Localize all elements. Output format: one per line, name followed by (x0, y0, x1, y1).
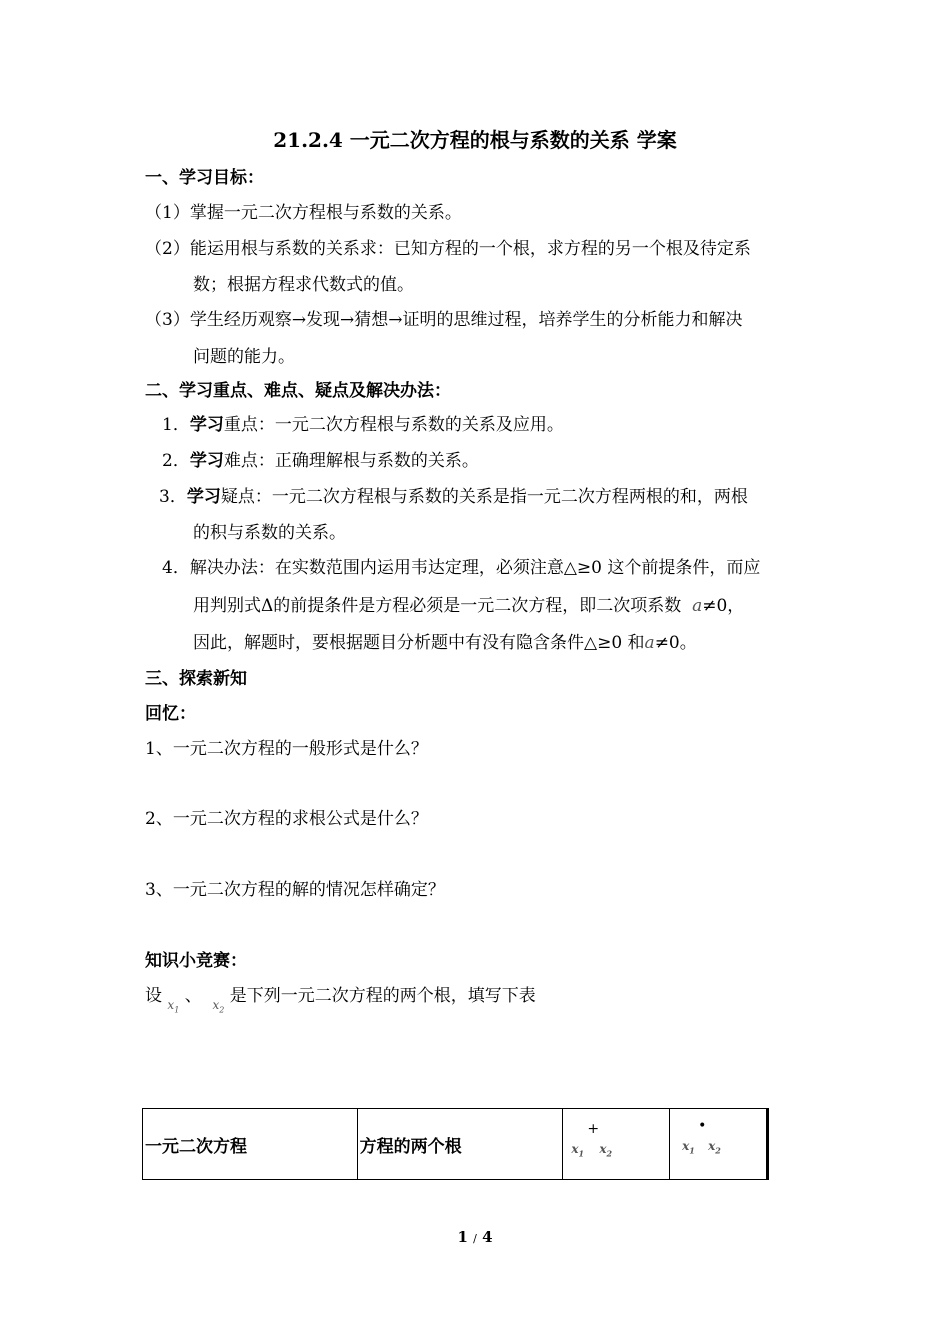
question-3: 3、一元二次方程的解的情况怎样确定？ (145, 880, 445, 900)
goal-item-1: （1）掌握一元二次方程根与系数的关系。 (145, 203, 462, 223)
page-title: 21.2.4 一元二次方程的根与系数的关系 学案 (273, 128, 677, 152)
focus-item-4-line3 (193, 628, 697, 653)
focus-item-2-num: 2． (162, 451, 190, 471)
question-1: 1、一元二次方程的一般形式是什么？ (145, 739, 428, 759)
col-header-roots: 方程的两个根 (357, 1109, 563, 1180)
goal-item-2-line2: 数；根据方程求代数式的值。 (193, 275, 414, 295)
focus-item-1 (162, 410, 564, 435)
focus-item-3-num: 3． (159, 487, 187, 507)
page-number (0, 1228, 950, 1246)
focus-item-1-bold: 学习 (189, 415, 224, 435)
coef-a-2: a (644, 633, 655, 653)
table-header-row (143, 1109, 768, 1180)
dot-sign: • (698, 1118, 707, 1134)
focus-item-4-line2a: 用判别式 (193, 596, 261, 616)
col-header-sum (563, 1109, 670, 1180)
col-header-equation: 一元二次方程 (143, 1109, 358, 1180)
focus-item-3-bold: 学习 (186, 487, 221, 507)
root-x1: x1 (167, 998, 180, 1015)
focus-item-4-line2 (193, 591, 744, 616)
coef-a-1: a (692, 596, 703, 616)
sum-x1: $x_1$ (571, 1142, 585, 1159)
set-sep: 、 (184, 986, 202, 1006)
col-header-product (670, 1109, 768, 1180)
section2-heading: 二、学习重点、难点、疑点及解决办法： (145, 381, 451, 401)
focus-item-3-line2: 的积与系数的关系。 (193, 523, 346, 543)
focus-item-1-text: 重点：一元二次方程根与系数的关系及应用。 (223, 415, 564, 435)
delta-symbol: Δ (261, 596, 274, 616)
product-x2: $x_2$ (708, 1139, 721, 1156)
plus-sign: + (587, 1121, 600, 1137)
focus-item-1-num: 1． (162, 415, 190, 435)
contest-label: 知识小竞赛： (145, 951, 247, 971)
focus-item-4-line3a: 因此，解题时，要根据题目分析题中有没有隐含条件△≥0 和 (193, 633, 645, 653)
focus-item-4-line3b: ≠0。 (654, 633, 697, 653)
set-suffix: 是下列一元二次方程的两个根，填写下表 (229, 986, 536, 1006)
section1-heading: 一、学习目标： (145, 168, 264, 188)
focus-item-4-line2b: 的前提条件是方程必须是一元二次方程，即二次项系数 (273, 596, 682, 616)
goal-item-3-line1: （3）学生经历观察→发现→猜想→证明的思维过程，培养学生的分析能力和解决 (145, 310, 743, 330)
section3-heading: 三、探索新知 (145, 669, 247, 689)
goal-item-2-line1: （2）能运用根与系数的关系求：已知方程的一个根，求方程的另一个根及待定系 (145, 239, 751, 259)
focus-item-2-text: 难点：正确理解根与系数的关系。 (223, 451, 479, 471)
question-2: 2、一元二次方程的求根公式是什么？ (145, 809, 428, 829)
focus-item-3-text: 疑点：一元二次方程根与系数的关系是指一元二次方程两根的和，两根 (220, 487, 748, 507)
root-x2: x2 (212, 998, 225, 1015)
focus-item-4-line1: 4．解决办法：在实数范围内运用韦达定理，必须注意△≥0 这个前提条件，而应 (162, 558, 761, 578)
focus-item-2 (162, 446, 479, 471)
current-page: 1 (457, 1228, 468, 1246)
set-roots-line (145, 981, 536, 1015)
recall-label: 回忆： (145, 704, 196, 724)
focus-item-4-line2c: ≠0， (702, 596, 745, 616)
roots-table (142, 1108, 769, 1180)
set-prefix: 设 (145, 986, 162, 1006)
page-separator: / (473, 1232, 477, 1245)
focus-item-2-bold: 学习 (189, 451, 224, 471)
sum-x2: $x_2$ (599, 1142, 613, 1159)
product-x1: $x_1$ (682, 1139, 695, 1156)
goal-item-3-line2: 问题的能力。 (193, 347, 295, 367)
focus-item-3 (159, 482, 748, 507)
total-pages: 4 (482, 1228, 493, 1246)
